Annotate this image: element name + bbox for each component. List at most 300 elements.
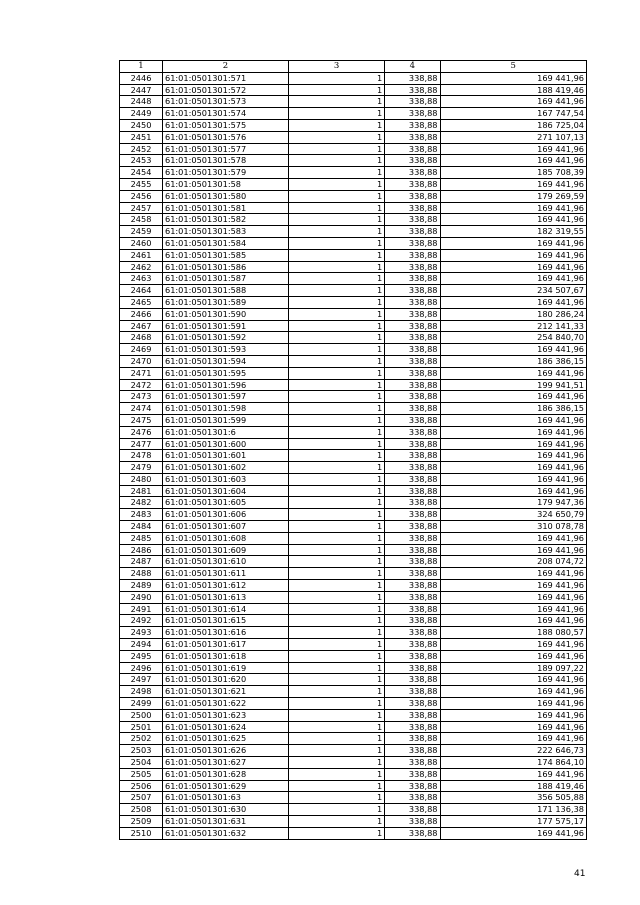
value-cell: 174 864,10 [440,757,586,769]
row-number-cell: 2480 [120,473,163,485]
value-cell: 169 441,96 [440,450,586,462]
value-cell: 271 107,13 [440,131,586,143]
row-number-cell: 2479 [120,462,163,474]
cadastral-number-cell: 61:01:0501301:586 [163,261,289,273]
quantity-cell: 1 [288,379,384,391]
cadastral-number-cell: 61:01:0501301:599 [163,414,289,426]
table-row [120,473,587,485]
table-row [120,603,587,615]
table-row [120,214,587,226]
row-number-cell: 2447 [120,84,163,96]
cadastral-number-cell: 61:01:0501301:601 [163,450,289,462]
table-row [120,249,587,261]
quantity-cell: 1 [288,674,384,686]
value-cell: 208 074,72 [440,556,586,568]
table-row [120,768,587,780]
quantity-cell: 1 [288,273,384,285]
value-cell: 169 441,96 [440,544,586,556]
row-number-cell: 2469 [120,344,163,356]
cadastral-number-cell: 61:01:0501301:591 [163,320,289,332]
area-cell: 338,88 [385,237,440,249]
quantity-cell: 1 [288,615,384,627]
quantity-cell: 1 [288,108,384,120]
value-cell: 169 441,96 [440,615,586,627]
value-cell: 169 441,96 [440,462,586,474]
quantity-cell: 1 [288,627,384,639]
area-cell: 338,88 [385,827,440,839]
area-cell: 338,88 [385,155,440,167]
table-row [120,662,587,674]
quantity-cell: 1 [288,568,384,580]
cadastral-number-cell: 61:01:0501301:627 [163,757,289,769]
quantity-cell: 1 [288,603,384,615]
value-cell: 169 441,96 [440,580,586,592]
row-number-cell: 2461 [120,249,163,261]
row-number-cell: 2502 [120,733,163,745]
table-row [120,167,587,179]
row-number-cell: 2485 [120,532,163,544]
cadastral-number-cell: 61:01:0501301:628 [163,768,289,780]
value-cell: 169 441,96 [440,591,586,603]
quantity-cell: 1 [288,438,384,450]
quantity-cell: 1 [288,391,384,403]
table-row [120,119,587,131]
quantity-cell: 1 [288,662,384,674]
quantity-cell: 1 [288,84,384,96]
table-row [120,155,587,167]
quantity-cell: 1 [288,686,384,698]
area-cell: 338,88 [385,698,440,710]
cadastral-number-cell: 61:01:0501301:585 [163,249,289,261]
area-cell: 338,88 [385,190,440,202]
table-row [120,721,587,733]
quantity-cell: 1 [288,190,384,202]
cadastral-number-cell: 61:01:0501301:573 [163,96,289,108]
value-cell: 169 441,96 [440,414,586,426]
area-cell: 338,88 [385,367,440,379]
area-cell: 338,88 [385,273,440,285]
quantity-cell: 1 [288,96,384,108]
table-row [120,308,587,320]
area-cell: 338,88 [385,792,440,804]
quantity-cell: 1 [288,591,384,603]
table-row [120,497,587,509]
table-row [120,544,587,556]
value-cell: 177 575,17 [440,816,586,828]
row-number-cell: 2457 [120,202,163,214]
value-cell: 169 441,96 [440,178,586,190]
value-cell: 169 441,96 [440,367,586,379]
area-cell: 338,88 [385,580,440,592]
table-row [120,615,587,627]
table-row [120,426,587,438]
column-header-1: 1 [120,61,163,73]
table-row [120,462,587,474]
value-cell: 180 286,24 [440,308,586,320]
cadastral-number-cell: 61:01:0501301:577 [163,143,289,155]
cadastral-number-cell: 61:01:0501301:588 [163,285,289,297]
table-row [120,674,587,686]
area-cell: 338,88 [385,320,440,332]
row-number-cell: 2489 [120,580,163,592]
column-header-2: 2 [163,61,289,73]
table-row [120,332,587,344]
area-cell: 338,88 [385,355,440,367]
value-cell: 169 441,96 [440,155,586,167]
row-number-cell: 2472 [120,379,163,391]
quantity-cell: 1 [288,650,384,662]
quantity-cell: 1 [288,757,384,769]
cadastral-number-cell: 61:01:0501301:575 [163,119,289,131]
area-cell: 338,88 [385,757,440,769]
cadastral-number-cell: 61:01:0501301:615 [163,615,289,627]
area-cell: 338,88 [385,627,440,639]
quantity-cell: 1 [288,226,384,238]
area-cell: 338,88 [385,639,440,651]
table-row [120,709,587,721]
area-cell: 338,88 [385,662,440,674]
area-cell: 338,88 [385,426,440,438]
quantity-cell: 1 [288,344,384,356]
value-cell: 169 441,96 [440,237,586,249]
quantity-cell: 1 [288,202,384,214]
value-cell: 169 441,96 [440,698,586,710]
area-cell: 338,88 [385,591,440,603]
row-number-cell: 2456 [120,190,163,202]
row-number-cell: 2446 [120,72,163,84]
cadastral-number-cell: 61:01:0501301:610 [163,556,289,568]
cadastral-number-cell: 61:01:0501301:622 [163,698,289,710]
cadastral-number-cell: 61:01:0501301:597 [163,391,289,403]
row-number-cell: 2476 [120,426,163,438]
row-number-cell: 2504 [120,757,163,769]
quantity-cell: 1 [288,332,384,344]
cadastral-number-cell: 61:01:0501301:602 [163,462,289,474]
row-number-cell: 2498 [120,686,163,698]
area-cell: 338,88 [385,532,440,544]
quantity-cell: 1 [288,532,384,544]
area-cell: 338,88 [385,379,440,391]
row-number-cell: 2473 [120,391,163,403]
area-cell: 338,88 [385,202,440,214]
area-cell: 338,88 [385,568,440,580]
cadastral-number-cell: 61:01:0501301:589 [163,296,289,308]
table-row [120,131,587,143]
area-cell: 338,88 [385,709,440,721]
area-cell: 338,88 [385,462,440,474]
value-cell: 169 441,96 [440,391,586,403]
cadastral-number-cell: 61:01:0501301:58 [163,178,289,190]
area-cell: 338,88 [385,178,440,190]
area-cell: 338,88 [385,438,440,450]
row-number-cell: 2499 [120,698,163,710]
value-cell: 188 080,57 [440,627,586,639]
cadastral-number-cell: 61:01:0501301:594 [163,355,289,367]
cadastral-number-cell: 61:01:0501301:631 [163,816,289,828]
value-cell: 169 441,96 [440,686,586,698]
value-cell: 169 441,96 [440,261,586,273]
area-cell: 338,88 [385,497,440,509]
cadastral-number-cell: 61:01:0501301:621 [163,686,289,698]
value-cell: 169 441,96 [440,532,586,544]
value-cell: 169 441,96 [440,473,586,485]
quantity-cell: 1 [288,768,384,780]
area-cell: 338,88 [385,344,440,356]
row-number-cell: 2503 [120,745,163,757]
area-cell: 338,88 [385,674,440,686]
value-cell: 169 441,96 [440,650,586,662]
table-row [120,414,587,426]
value-cell: 199 941,51 [440,379,586,391]
row-number-cell: 2477 [120,438,163,450]
value-cell: 169 441,96 [440,639,586,651]
cadastral-number-cell: 61:01:0501301:584 [163,237,289,249]
value-cell: 182 319,55 [440,226,586,238]
table-row [120,556,587,568]
area-cell: 338,88 [385,119,440,131]
row-number-cell: 2478 [120,450,163,462]
row-number-cell: 2451 [120,131,163,143]
cadastral-number-cell: 61:01:0501301:571 [163,72,289,84]
cadastral-number-cell: 61:01:0501301:63 [163,792,289,804]
value-cell: 356 505,88 [440,792,586,804]
table-row [120,320,587,332]
value-cell: 179 947,36 [440,497,586,509]
value-cell: 169 441,96 [440,143,586,155]
area-cell: 338,88 [385,296,440,308]
value-cell: 169 441,96 [440,603,586,615]
table-row [120,237,587,249]
row-number-cell: 2459 [120,226,163,238]
cadastral-number-cell: 61:01:0501301:587 [163,273,289,285]
cadastral-number-cell: 61:01:0501301:595 [163,367,289,379]
cadastral-number-cell: 61:01:0501301:616 [163,627,289,639]
quantity-cell: 1 [288,119,384,131]
cadastral-number-cell: 61:01:0501301:604 [163,485,289,497]
value-cell: 169 441,96 [440,202,586,214]
area-cell: 338,88 [385,72,440,84]
row-number-cell: 2448 [120,96,163,108]
value-cell: 169 441,96 [440,214,586,226]
value-cell: 169 441,96 [440,568,586,580]
value-cell: 169 441,96 [440,438,586,450]
table-row [120,379,587,391]
page-number: 41 [574,869,586,879]
row-number-cell: 2487 [120,556,163,568]
row-number-cell: 2470 [120,355,163,367]
quantity-cell: 1 [288,155,384,167]
quantity-cell: 1 [288,521,384,533]
cadastral-number-cell: 61:01:0501301:590 [163,308,289,320]
row-number-cell: 2471 [120,367,163,379]
quantity-cell: 1 [288,509,384,521]
cadastral-number-cell: 61:01:0501301:583 [163,226,289,238]
area-cell: 338,88 [385,249,440,261]
area-cell: 338,88 [385,686,440,698]
quantity-cell: 1 [288,308,384,320]
table-row [120,403,587,415]
cadastral-number-cell: 61:01:0501301:608 [163,532,289,544]
quantity-cell: 1 [288,320,384,332]
cadastral-number-cell: 61:01:0501301:605 [163,497,289,509]
cadastral-number-cell: 61:01:0501301:603 [163,473,289,485]
quantity-cell: 1 [288,355,384,367]
row-number-cell: 2488 [120,568,163,580]
cadastral-number-cell: 61:01:0501301:617 [163,639,289,651]
cadastral-number-cell: 61:01:0501301:578 [163,155,289,167]
row-number-cell: 2454 [120,167,163,179]
cadastral-number-cell: 61:01:0501301:613 [163,591,289,603]
row-number-cell: 2481 [120,485,163,497]
table-row [120,745,587,757]
row-number-cell: 2468 [120,332,163,344]
quantity-cell: 1 [288,804,384,816]
area-cell: 338,88 [385,167,440,179]
quantity-cell: 1 [288,816,384,828]
table-row [120,391,587,403]
row-number-cell: 2462 [120,261,163,273]
quantity-cell: 1 [288,143,384,155]
quantity-cell: 1 [288,214,384,226]
cadastral-number-cell: 61:01:0501301:626 [163,745,289,757]
value-cell: 169 441,96 [440,296,586,308]
quantity-cell: 1 [288,721,384,733]
table-row [120,816,587,828]
value-cell: 179 269,59 [440,190,586,202]
area-cell: 338,88 [385,733,440,745]
column-header-3: 3 [288,61,384,73]
value-cell: 169 441,96 [440,273,586,285]
row-number-cell: 2482 [120,497,163,509]
row-number-cell: 2496 [120,662,163,674]
cadastral-number-cell: 61:01:0501301:630 [163,804,289,816]
quantity-cell: 1 [288,414,384,426]
area-cell: 338,88 [385,816,440,828]
value-cell: 169 441,96 [440,426,586,438]
table-row [120,580,587,592]
area-cell: 338,88 [385,650,440,662]
cadastral-number-cell: 61:01:0501301:598 [163,403,289,415]
row-number-cell: 2463 [120,273,163,285]
cadastral-number-cell: 61:01:0501301:6 [163,426,289,438]
row-number-cell: 2449 [120,108,163,120]
area-cell: 338,88 [385,544,440,556]
cadastral-number-cell: 61:01:0501301:581 [163,202,289,214]
area-cell: 338,88 [385,509,440,521]
table-row [120,650,587,662]
value-cell: 169 441,96 [440,72,586,84]
quantity-cell: 1 [288,462,384,474]
cadastral-number-cell: 61:01:0501301:572 [163,84,289,96]
value-cell: 186 386,15 [440,355,586,367]
quantity-cell: 1 [288,745,384,757]
area-cell: 338,88 [385,108,440,120]
quantity-cell: 1 [288,426,384,438]
table-row [120,285,587,297]
value-cell: 222 646,73 [440,745,586,757]
row-number-cell: 2467 [120,320,163,332]
area-cell: 338,88 [385,414,440,426]
table-row [120,686,587,698]
cadastral-number-cell: 61:01:0501301:623 [163,709,289,721]
row-number-cell: 2484 [120,521,163,533]
value-cell: 169 441,96 [440,827,586,839]
value-cell: 169 441,96 [440,721,586,733]
cadastral-number-cell: 61:01:0501301:612 [163,580,289,592]
row-number-cell: 2460 [120,237,163,249]
table-row [120,532,587,544]
quantity-cell: 1 [288,237,384,249]
table-row [120,450,587,462]
table-row [120,108,587,120]
table-row [120,827,587,839]
table-row [120,792,587,804]
value-cell: 185 708,39 [440,167,586,179]
quantity-cell: 1 [288,639,384,651]
value-cell: 234 507,67 [440,285,586,297]
area-cell: 338,88 [385,285,440,297]
row-number-cell: 2495 [120,650,163,662]
area-cell: 338,88 [385,332,440,344]
row-number-cell: 2508 [120,804,163,816]
area-cell: 338,88 [385,721,440,733]
area-cell: 338,88 [385,84,440,96]
table-row [120,96,587,108]
cadastral-number-cell: 61:01:0501301:607 [163,521,289,533]
cadastral-number-cell: 61:01:0501301:611 [163,568,289,580]
value-cell: 169 441,96 [440,485,586,497]
row-number-cell: 2497 [120,674,163,686]
area-cell: 338,88 [385,308,440,320]
area-cell: 338,88 [385,804,440,816]
cadastral-number-cell: 61:01:0501301:619 [163,662,289,674]
table-row [120,261,587,273]
quantity-cell: 1 [288,473,384,485]
area-cell: 338,88 [385,768,440,780]
area-cell: 338,88 [385,214,440,226]
row-number-cell: 2493 [120,627,163,639]
cadastral-number-cell: 61:01:0501301:574 [163,108,289,120]
table-row [120,344,587,356]
quantity-cell: 1 [288,485,384,497]
cadastral-number-cell: 61:01:0501301:596 [163,379,289,391]
quantity-cell: 1 [288,544,384,556]
table-row [120,72,587,84]
table-row [120,804,587,816]
quantity-cell: 1 [288,780,384,792]
area-cell: 338,88 [385,556,440,568]
quantity-cell: 1 [288,72,384,84]
quantity-cell: 1 [288,709,384,721]
row-number-cell: 2475 [120,414,163,426]
area-cell: 338,88 [385,521,440,533]
area-cell: 338,88 [385,473,440,485]
value-cell: 254 840,70 [440,332,586,344]
row-number-cell: 2464 [120,285,163,297]
table-row [120,757,587,769]
cadastral-number-cell: 61:01:0501301:606 [163,509,289,521]
value-cell: 169 441,96 [440,709,586,721]
quantity-cell: 1 [288,249,384,261]
row-number-cell: 2474 [120,403,163,415]
row-number-cell: 2465 [120,296,163,308]
quantity-cell: 1 [288,261,384,273]
row-number-cell: 2452 [120,143,163,155]
value-cell: 324 650,79 [440,509,586,521]
value-cell: 186 725,04 [440,119,586,131]
row-number-cell: 2509 [120,816,163,828]
cadastral-number-cell: 61:01:0501301:579 [163,167,289,179]
